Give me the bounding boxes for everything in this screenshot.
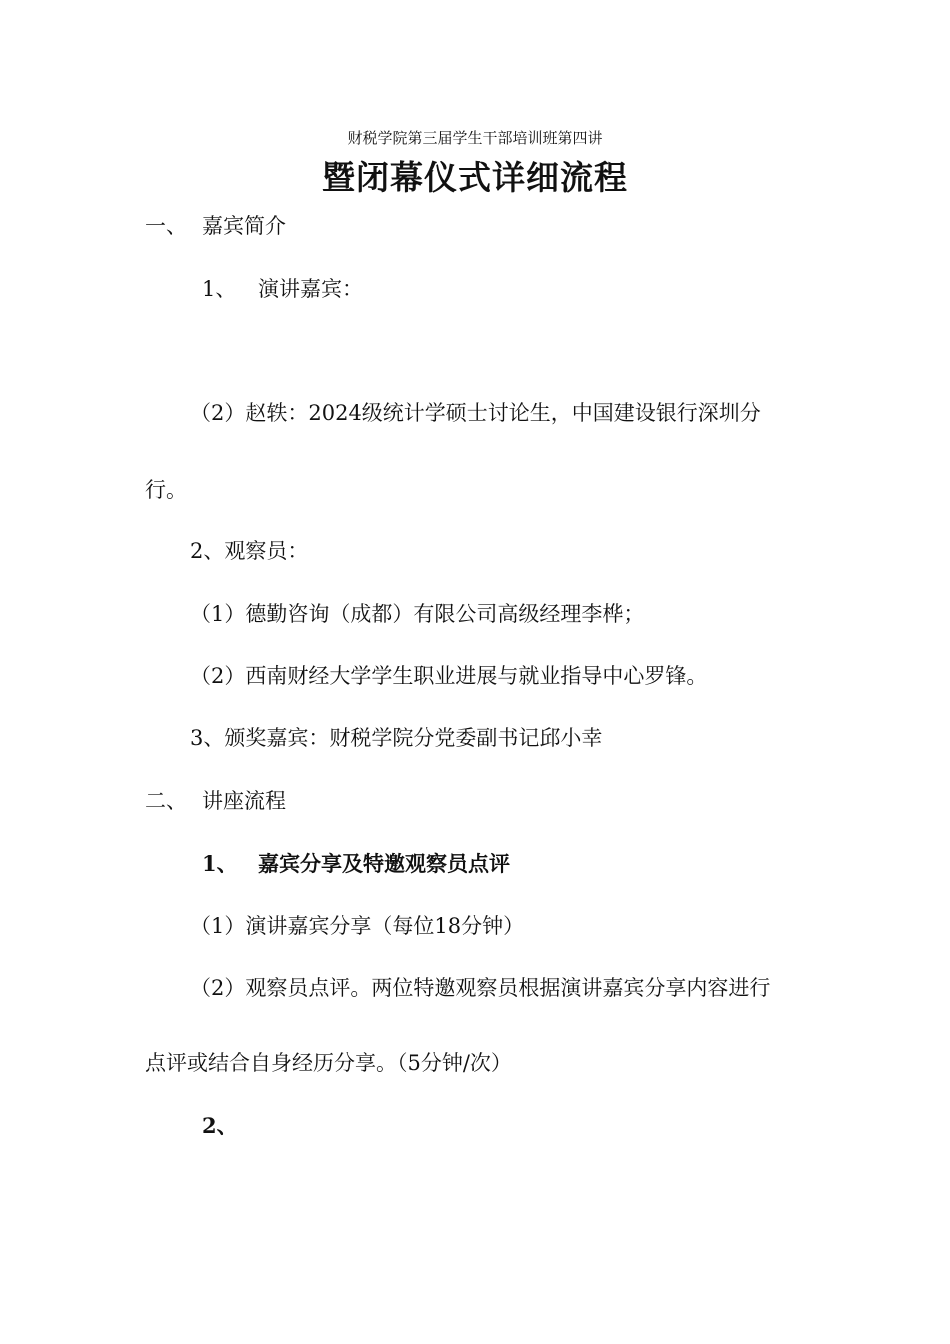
section-1-item-1-number: 1、 (202, 277, 237, 301)
section-2-item-1-label: 嘉宾分享及特邀观察员点评 (258, 851, 510, 876)
document-title: 暨闭幕仪式详细流程 (322, 158, 628, 197)
section-2-item-2-number: 2、 (202, 1113, 238, 1138)
section-2-number: 二、 (145, 789, 187, 813)
step-1: （1）演讲嘉宾分享（每位18分钟） (190, 914, 525, 938)
section-1-item-1-label: 演讲嘉宾： (258, 277, 363, 301)
section-1-number: 一、 (145, 214, 187, 238)
observer-1: （1）德勤咨询（成都）有限公司高级经理李桦； (190, 602, 645, 626)
document-subtitle: 财税学院第三届学生干部培训班第四讲 (347, 129, 603, 147)
section-1-heading: 嘉宾简介 (202, 214, 286, 238)
section-1-item-2-label: 2、观察员： (190, 539, 309, 563)
section-2-item-1-number: 1、 (202, 851, 238, 876)
step-2-line-1: （2）观察员点评。两位特邀观察员根据演讲嘉宾分享内容进行 (190, 976, 771, 1000)
speaker-2-line-2: 行。 (145, 478, 187, 502)
section-1-item-3-label: 3、颁奖嘉宾：财税学院分党委副书记邱小幸 (190, 726, 603, 750)
observer-2: （2）西南财经大学学生职业进展与就业指导中心罗锋。 (190, 664, 708, 688)
section-2-heading: 讲座流程 (202, 789, 286, 813)
speaker-2-line-1: （2）赵轶：2024级统计学硕士讨论生，中国建设银行深圳分 (190, 401, 761, 425)
step-2-line-2: 点评或结合自身经历分享。（5分钟/次） (145, 1051, 512, 1075)
